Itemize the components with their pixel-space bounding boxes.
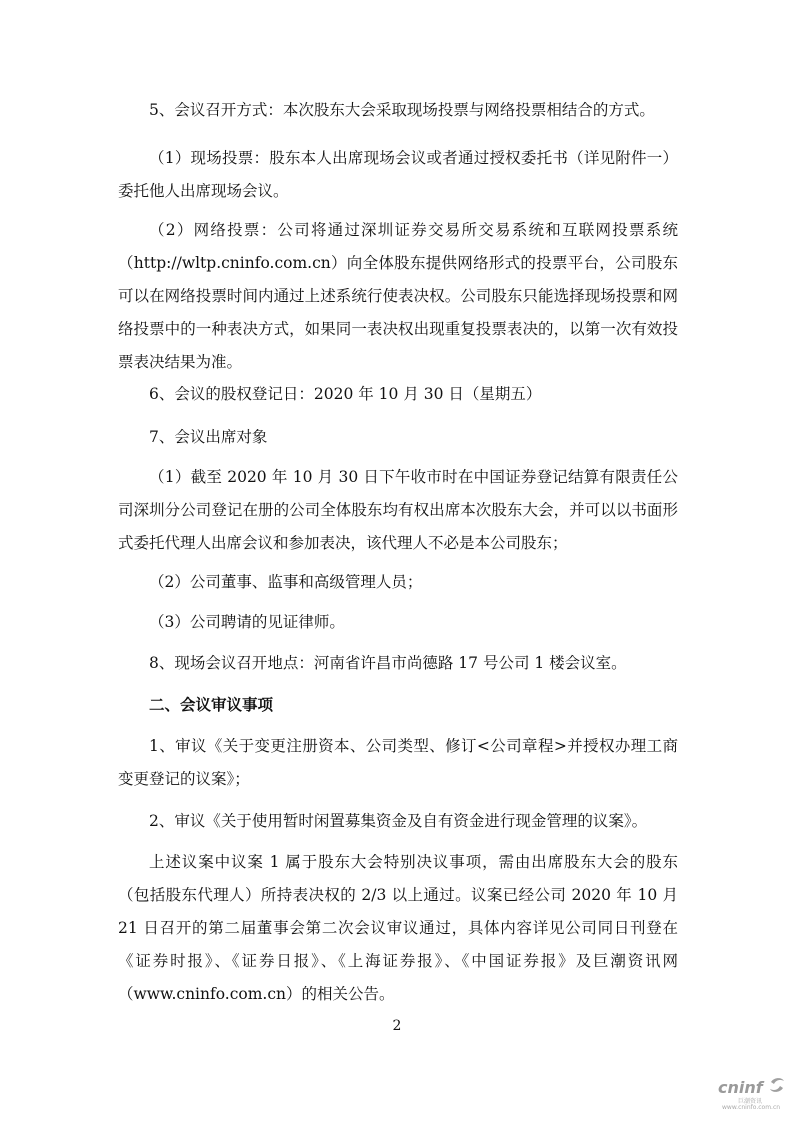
- section-heading: 二、会议审议事项: [149, 696, 274, 714]
- cninfo-watermark-logo: [718, 1072, 788, 1112]
- paragraph-proposal-2: 2、审议《关于使用暂时闲置募集资金及自有资金进行现金管理的议案》。: [149, 812, 648, 830]
- page-number: 2: [392, 1018, 402, 1034]
- watermark-brand: cninf: [718, 1078, 763, 1097]
- watermark-url: www.cninfo.com.cn: [722, 1104, 781, 1111]
- watermark-brand-cn: 巨潮资讯: [738, 1098, 763, 1105]
- paragraph-venue: 8、现场会议召开地点：河南省许昌市尚德路 17 号公司 1 楼会议室。: [149, 654, 627, 672]
- paragraph-proposal-1: 1、审议《关于变更注册资本、公司类型、修订<公司章程>并授权办理工商变更登记的议案》；: [118, 737, 678, 788]
- paragraph-attendees-heading: 7、会议出席对象: [149, 428, 268, 446]
- paragraph-directors: （2）公司董事、监事和高级管理人员；: [149, 573, 423, 591]
- paragraph-onsite-voting: （1）现场投票：股东本人出席现场会议或者通过授权委托书（详见附件一）委托他人出席现场会议。: [118, 149, 678, 200]
- paragraph-online-voting: （2）网络投票：公司将通过深圳证券交易所交易系统和互联网投票系统（http://wltp.cninfo.com.cn）向全体股东提供网络形式的投票平台，公司股东可以在网络投票时间内通过上述系统行使表决权。公司股东只能选择现场投票和网络投票中的一种表决方式，如果同一表决权出现重复投票表决的，以第一次有效投票表决结果为准。: [118, 221, 678, 371]
- paragraph-proposal-notes: 上述议案中议案 1 属于股东大会特别决议事项，需由出席股东大会的股东（包括股东代理人）所持表决权的 2/3 以上通过。议案已经公司 2020 年 10 月 21 日召开的第二届董事会第二次会议审议通过，具体内容详见公司同日刊登在《证券时报》、《证券日报》、《上海证券报》、《中国证券报》及巨潮资讯网（www.cninfo.com.cn）的相关公告。: [118, 853, 678, 1003]
- paragraph-lawyers: （3）公司聘请的见证律师。: [149, 613, 345, 631]
- swirl-icon: [768, 1076, 786, 1094]
- paragraph-meeting-method: 5、会议召开方式：本次股东大会采取现场投票与网络投票相结合的方式。: [149, 101, 655, 119]
- paragraph-record-date: 6、会议的股权登记日：2020 年 10 月 30 日（星期五）: [149, 385, 542, 403]
- paragraph-shareholders: （1）截至 2020 年 10 月 30 日下午收市时在中国证券登记结算有限责任公司深圳分公司登记在册的公司全体股东均有权出席本次股东大会，并可以以书面形式委托代理人出席会议和参加表决，该代理人不必是本公司股东；: [118, 468, 678, 552]
